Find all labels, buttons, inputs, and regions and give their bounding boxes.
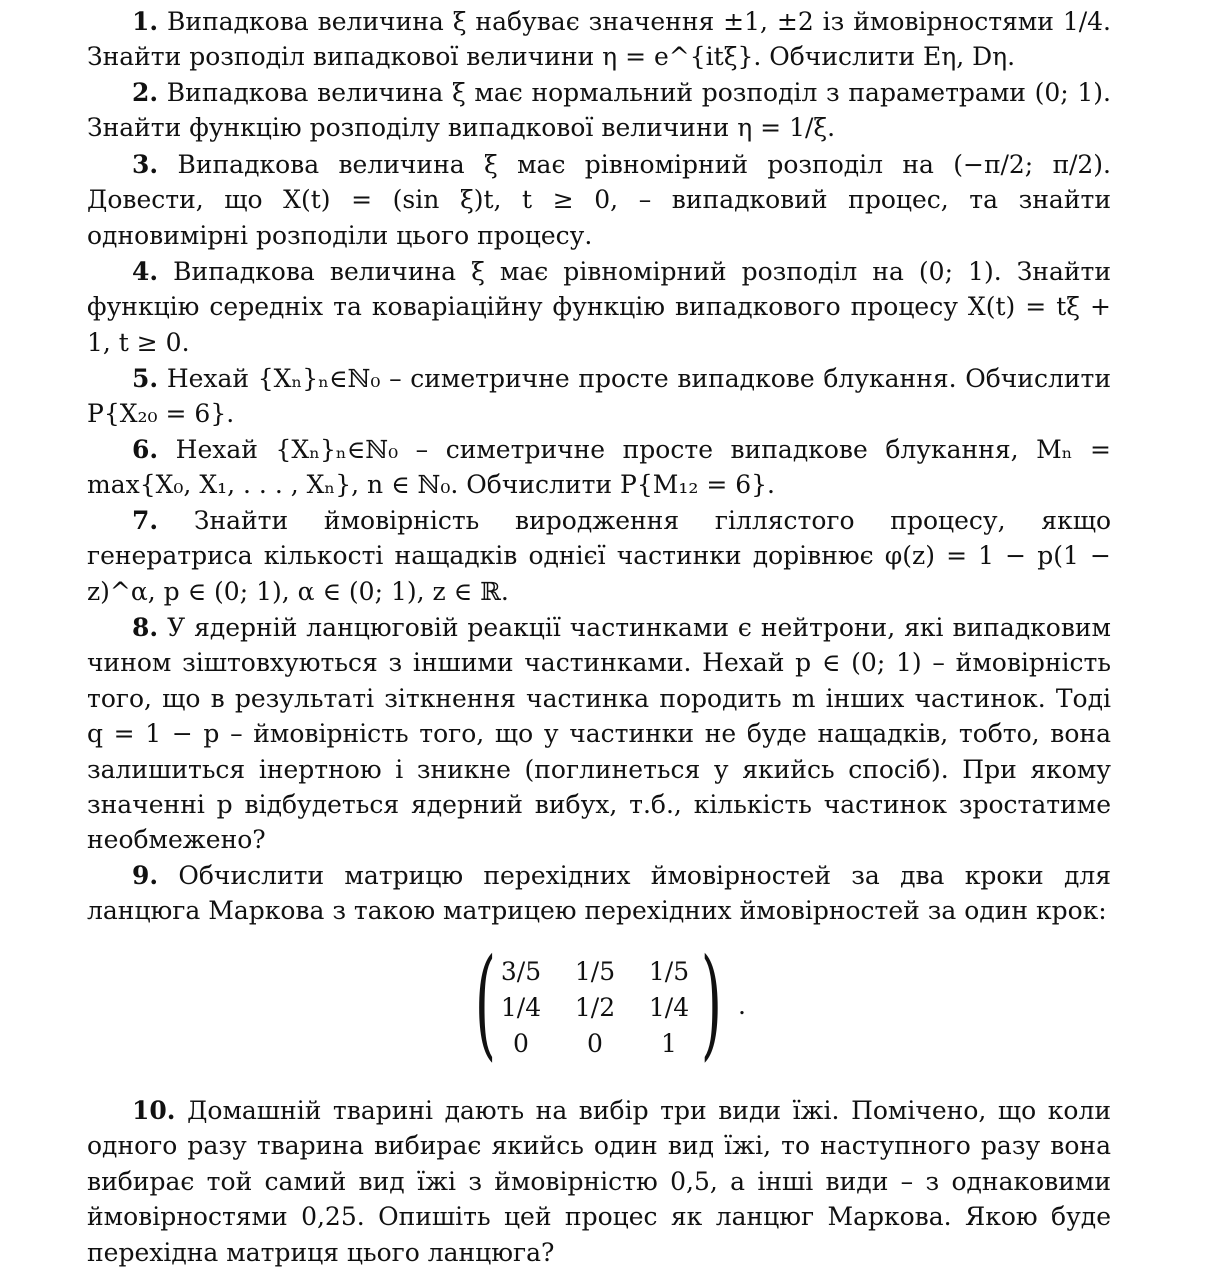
problem-text: Випадкова величина ξ має нормальний розподіл з параметрами (0; 1). Знайти функцію розподілу випадкової величини η = 1/ξ. bbox=[87, 78, 1111, 143]
problem-9 bbox=[87, 858, 1111, 929]
problem-number: 4. bbox=[132, 257, 159, 286]
transition-matrix bbox=[474, 934, 776, 1073]
problem-10 bbox=[87, 1093, 1111, 1270]
matrix-left-paren: ( bbox=[474, 934, 496, 1073]
problem-number: 6. bbox=[132, 435, 159, 464]
problem-text: Нехай {Xₙ}ₙ∈ℕ₀ – симетричне просте випадкове блукання. Обчислити P{X₂₀ = 6}. bbox=[87, 364, 1111, 429]
problem-4 bbox=[87, 254, 1111, 360]
matrix-right-paren: ) bbox=[700, 934, 722, 1073]
matrix-cell: 1/4 bbox=[648, 993, 690, 1022]
problem-text: Нехай {Xₙ}ₙ∈ℕ₀ – симетричне просте випадкове блукання, Mₙ = max{X₀, X₁, . . . , Xₙ}, n ∈ ℕ₀. Обчислити P{M₁₂ = 6}. bbox=[87, 435, 1111, 500]
problem-5 bbox=[87, 361, 1111, 432]
matrix-cell: 1/4 bbox=[500, 993, 542, 1022]
matrix-period: . bbox=[738, 991, 746, 1020]
matrix-cell: 0 bbox=[513, 1029, 529, 1058]
problem-1 bbox=[87, 4, 1111, 75]
matrix-cell: 1/2 bbox=[574, 993, 616, 1022]
problem-3 bbox=[87, 147, 1111, 253]
matrix-cell: 1/5 bbox=[574, 957, 616, 986]
problem-8 bbox=[87, 610, 1111, 858]
problem-number: 9. bbox=[132, 861, 159, 890]
matrix-cell: 0 bbox=[587, 1029, 603, 1058]
problem-number: 3. bbox=[132, 150, 159, 179]
problem-number: 2. bbox=[132, 78, 159, 107]
matrix-cell: 1 bbox=[661, 1029, 677, 1058]
problem-number: 7. bbox=[132, 506, 159, 535]
problem-text: Знайти ймовірність виродження гіллястого процесу, якщо генератриса кількості нащадків однієї частинки дорівнює φ(z) = 1 − p(1 − z)^α, p ∈ (0; 1), α ∈ (0; 1), z ∈ ℝ. bbox=[87, 506, 1111, 606]
problem-text: Випадкова величина ξ має рівномірний розподіл на (0; 1). Знайти функцію середніх та коваріаційну функцію випадкового процесу X(t) = tξ + 1, t ≥ 0. bbox=[87, 257, 1111, 357]
problem-number: 8. bbox=[132, 613, 159, 642]
problem-text: У ядерній ланцюговій реакції частинками є нейтрони, які випадковим чином зіштовхуються з іншими частинками. Нехай p ∈ (0; 1) – ймовірність того, що в результаті зіткнення частинка породить m інших частинок. Тоді q = 1 − p – ймовірність того, що у частинки не буде нащадків, тобто, вона залишиться інертною і зникне (поглинеться у якийсь спосіб). При якому значенні p відбудеться ядерний вибух, т.б., кількість частинок зростатиме необмежено? bbox=[87, 613, 1111, 855]
problem-2 bbox=[87, 75, 1111, 146]
problem-text: Домашній тварині дають на вибір три види їжі. Помічено, що коли одного разу тварина вибирає якийсь один вид їжі, то наступного разу вона вибирає той самий вид їжі з ймовірністю 0,5, а інші види – з однаковими ймовірностями 0,25. Опишіть цей процес як ланцюг Маркова. Якою буде перехідна матриця цього ланцюга? bbox=[87, 1096, 1111, 1267]
problem-number: 10. bbox=[132, 1096, 176, 1125]
matrix-cell: 1/5 bbox=[648, 957, 690, 986]
problem-text: Випадкова величина ξ набуває значення ±1, ±2 із ймовірностями 1/4. Знайти розподіл випадкової величини η = e^{itξ}. Обчислити Eη, Dη. bbox=[87, 7, 1112, 72]
problem-number: 1. bbox=[132, 7, 159, 36]
problem-7 bbox=[87, 503, 1111, 609]
problem-6 bbox=[87, 432, 1111, 503]
matrix-cell: 3/5 bbox=[500, 957, 542, 986]
problem-text: Випадкова величина ξ має рівномірний розподіл на (−π/2; π/2). Довести, що X(t) = (sin ξ)t, t ≥ 0, – випадковий процес, та знайти одновимірні розподіли цього процесу. bbox=[87, 150, 1111, 250]
problem-text: Обчислити матрицю перехідних ймовірностей за два кроки для ланцюга Маркова з такою матрицею перехідних ймовірностей за один крок: bbox=[87, 861, 1111, 926]
problem-number: 5. bbox=[132, 364, 159, 393]
